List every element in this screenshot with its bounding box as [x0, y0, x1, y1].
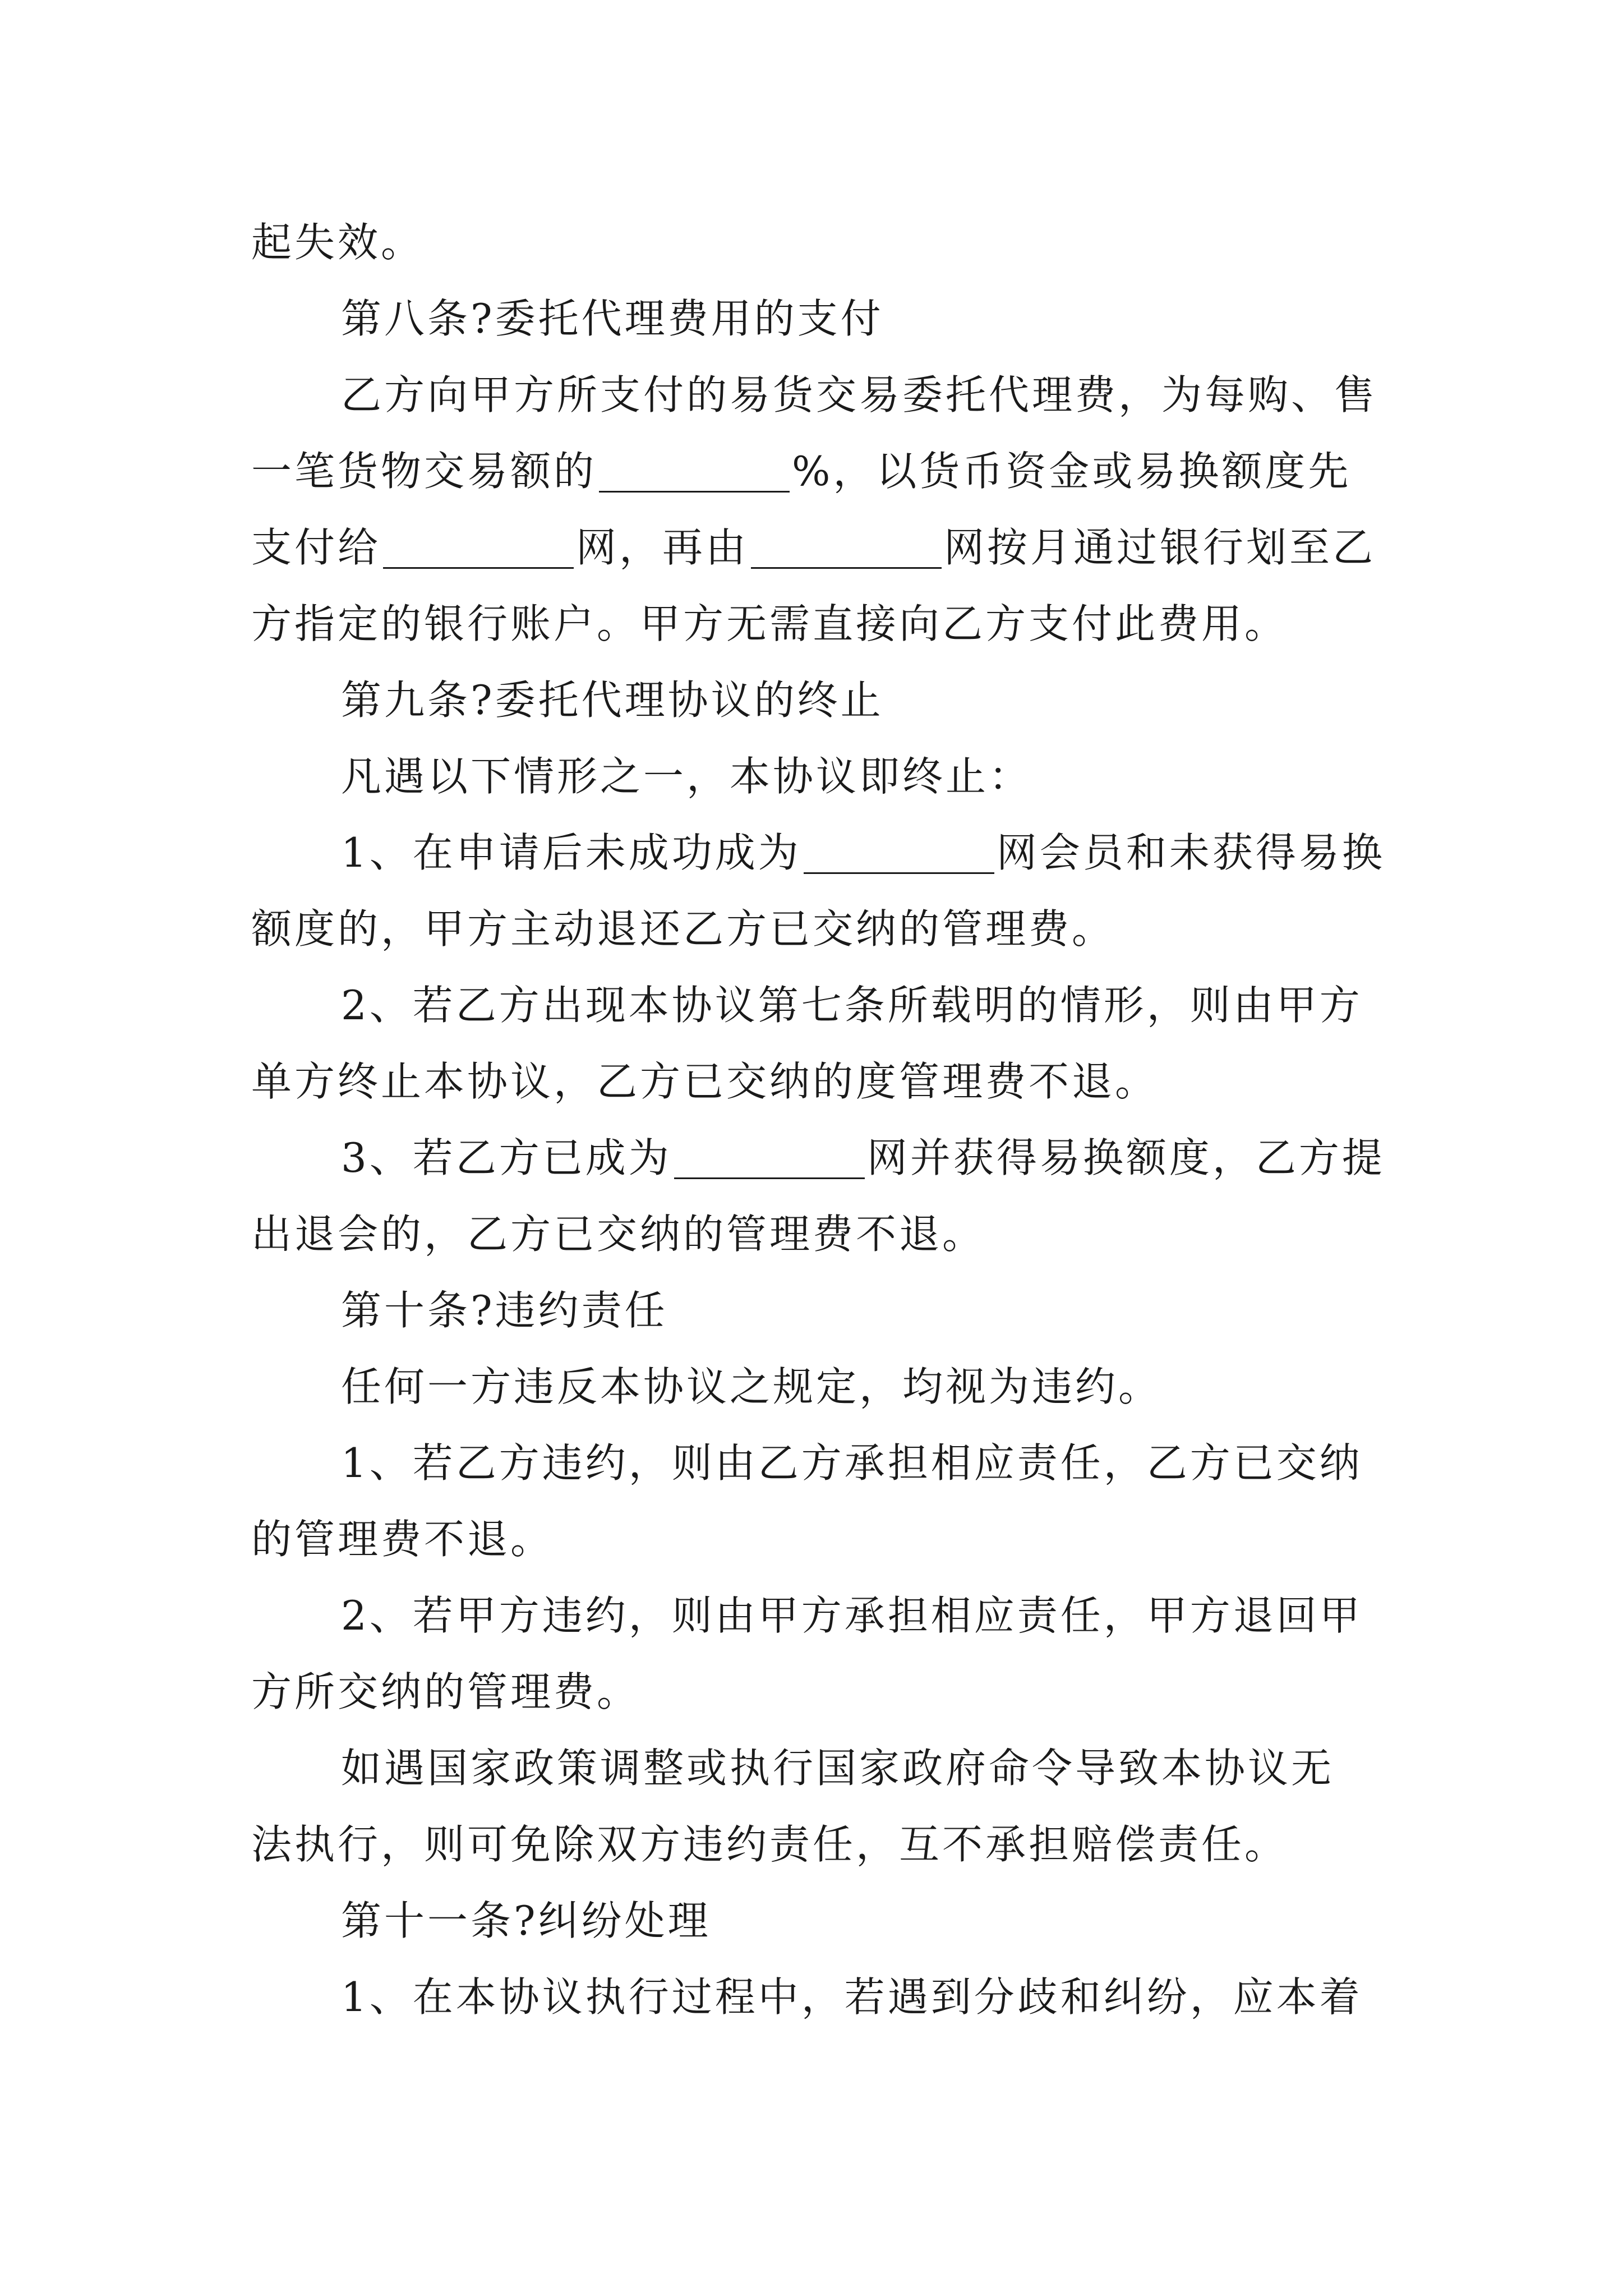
heading-text: 第十一条?纠纷处理	[341, 1897, 711, 1944]
line-text: 网按月通过银行划至乙	[944, 524, 1376, 571]
line-text: 1、在本协议执行过程中，若遇到分歧和纠纷，应本着	[341, 1973, 1363, 2021]
text-line	[251, 1506, 554, 1573]
article-heading	[341, 1277, 668, 1344]
text-line	[341, 972, 1363, 1039]
text-line	[341, 1124, 1385, 1191]
line-text: 的管理费不退。	[251, 1516, 554, 1563]
line-text: %，以货币资金或易换额度先	[792, 448, 1352, 495]
text-line	[251, 438, 1351, 505]
article-heading	[341, 666, 884, 734]
heading-text: 第十条?违约责任	[341, 1287, 668, 1334]
text-line	[251, 514, 1376, 581]
fill-blank	[383, 533, 574, 569]
heading-text: 第八条?委托代理费用的支付	[341, 295, 884, 342]
text-line	[341, 1734, 1334, 1802]
line-text: 方指定的银行账户。甲方无需直接向乙方支付此费用。	[251, 600, 1288, 647]
line-text: 支付给	[251, 524, 381, 571]
line-text: 单方终止本协议，乙方已交纳的度管理费不退。	[251, 1058, 1159, 1105]
text-line	[251, 1811, 1288, 1878]
line-text: 2、若乙方出现本协议第七条所载明的情形，则由甲方	[341, 982, 1363, 1029]
line-text: 方所交纳的管理费。	[251, 1668, 640, 1715]
line-text: 乙方向甲方所支付的易货交易委托代理费，为每购、售	[341, 371, 1378, 418]
line-text: 任何一方违反本协议之规定，均视为违约。	[341, 1363, 1162, 1410]
heading-text: 第九条?委托代理协议的终止	[341, 677, 884, 724]
line-text: 网，再由	[576, 524, 749, 571]
line-text: 如遇国家政策调整或执行国家政府命令导致本协议无	[341, 1745, 1335, 1792]
fill-blank	[751, 533, 942, 569]
line-text: 出退会的，乙方已交纳的管理费不退。	[251, 1211, 986, 1258]
fill-blank	[599, 457, 790, 493]
article-heading	[341, 285, 884, 352]
line-text: 起失效。	[251, 219, 425, 266]
text-line	[251, 1200, 985, 1268]
fill-blank	[674, 1144, 865, 1179]
text-line	[251, 590, 1288, 657]
line-text: 额度的，甲方主动退还乙方已交纳的管理费。	[251, 905, 1115, 953]
text-line	[341, 1429, 1363, 1497]
text-line	[341, 1353, 1161, 1420]
line-text: 1、若乙方违约，则由乙方承担相应责任，乙方已交纳	[341, 1439, 1363, 1487]
line-text: 凡遇以下情形之一，本协议即终止：	[341, 753, 1032, 800]
text-line	[341, 1963, 1363, 2031]
line-text: 网会员和未获得易换	[996, 829, 1385, 876]
line-text: 一笔货物交易额的	[251, 448, 597, 495]
text-line	[341, 361, 1377, 429]
text-line	[341, 819, 1385, 886]
text-line	[251, 1048, 1158, 1115]
text-line	[251, 209, 424, 276]
text-line	[341, 743, 1032, 810]
line-text: 3、若乙方已成为	[341, 1134, 672, 1181]
line-text: 2、若甲方违约，则由甲方承担相应责任，甲方退回甲	[341, 1592, 1363, 1639]
fill-blank	[804, 839, 994, 874]
article-heading	[341, 1887, 711, 1954]
text-line	[341, 1582, 1363, 1649]
line-text: 网并获得易换额度，乙方提	[866, 1134, 1385, 1181]
line-text: 法执行，则可免除双方违约责任，互不承担赔偿责任。	[251, 1821, 1288, 1868]
text-line	[251, 1658, 640, 1726]
line-text: 1、在申请后未成功成为	[341, 829, 801, 876]
text-line	[251, 895, 1115, 963]
